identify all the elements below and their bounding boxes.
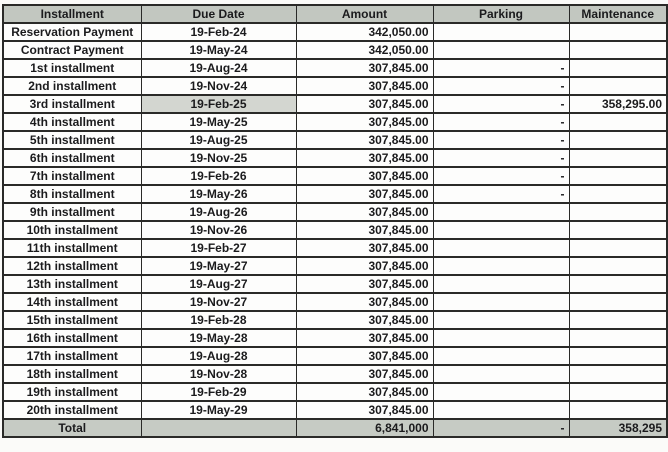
- due-date-cell: 19-Nov-27: [141, 293, 296, 311]
- table-row: [3, 293, 667, 311]
- maintenance-cell: [569, 239, 667, 257]
- installment-cell: 19th installment: [3, 383, 141, 401]
- amount-cell: 307,845.00: [296, 59, 433, 77]
- amount-cell: 307,845.00: [296, 167, 433, 185]
- parking-cell: [433, 311, 569, 329]
- table-row: [3, 41, 667, 59]
- amount-cell: 307,845.00: [296, 311, 433, 329]
- amount-cell: 307,845.00: [296, 77, 433, 95]
- due-date-cell: 19-Nov-28: [141, 365, 296, 383]
- maintenance-cell: [569, 23, 667, 41]
- amount-cell: 307,845.00: [296, 131, 433, 149]
- maintenance-cell: [569, 257, 667, 275]
- due-date-cell: 19-Nov-25: [141, 149, 296, 167]
- table-row: [3, 365, 667, 383]
- parking-cell: -: [433, 149, 569, 167]
- amount-cell: 307,845.00: [296, 257, 433, 275]
- installment-cell: Contract Payment: [3, 41, 141, 59]
- due-date-cell: 19-Feb-24: [141, 23, 296, 41]
- maintenance-cell: [569, 383, 667, 401]
- table-row: [3, 95, 667, 113]
- maintenance-cell: [569, 347, 667, 365]
- due-date-cell: 19-May-25: [141, 113, 296, 131]
- amount-cell: 307,845.00: [296, 383, 433, 401]
- installment-cell: 11th installment: [3, 239, 141, 257]
- total-row: [3, 419, 667, 437]
- installment-cell: 15th installment: [3, 311, 141, 329]
- amount-cell: 307,845.00: [296, 149, 433, 167]
- due-date-cell: 19-Feb-25: [141, 95, 296, 113]
- table-row: [3, 167, 667, 185]
- maintenance-cell: [569, 329, 667, 347]
- maintenance-cell: [569, 167, 667, 185]
- parking-cell: [433, 329, 569, 347]
- amount-cell: 342,050.00: [296, 41, 433, 59]
- due-date-cell: 19-May-27: [141, 257, 296, 275]
- total-parking-cell: -: [433, 419, 569, 437]
- amount-cell: 307,845.00: [296, 347, 433, 365]
- parking-cell: -: [433, 77, 569, 95]
- table-row: [3, 59, 667, 77]
- installment-cell: 20th installment: [3, 401, 141, 419]
- maintenance-cell: [569, 365, 667, 383]
- maintenance-cell: [569, 275, 667, 293]
- parking-cell: [433, 239, 569, 257]
- due-date-cell: 19-Aug-26: [141, 203, 296, 221]
- parking-cell: [433, 365, 569, 383]
- due-date-cell: 19-May-29: [141, 401, 296, 419]
- total-label-cell: Total: [3, 419, 141, 437]
- installment-cell: 6th installment: [3, 149, 141, 167]
- amount-cell: 307,845.00: [296, 365, 433, 383]
- amount-cell: 307,845.00: [296, 401, 433, 419]
- installment-cell: 4th installment: [3, 113, 141, 131]
- total-maintenance-cell: 358,295: [569, 419, 667, 437]
- parking-cell: [433, 293, 569, 311]
- due-date-cell: 19-Feb-27: [141, 239, 296, 257]
- table-row: [3, 347, 667, 365]
- amount-cell: 307,845.00: [296, 95, 433, 113]
- table-row: [3, 257, 667, 275]
- parking-cell: [433, 383, 569, 401]
- due-date-cell: 19-Aug-28: [141, 347, 296, 365]
- table-row: [3, 77, 667, 95]
- table-row: [3, 113, 667, 131]
- table-row: [3, 203, 667, 221]
- due-date-cell: 19-Nov-26: [141, 221, 296, 239]
- table-row: [3, 149, 667, 167]
- installment-cell: 10th installment: [3, 221, 141, 239]
- amount-cell: 307,845.00: [296, 275, 433, 293]
- parking-cell: -: [433, 131, 569, 149]
- table-row: [3, 239, 667, 257]
- amount-cell: 307,845.00: [296, 239, 433, 257]
- due-date-cell: 19-May-24: [141, 41, 296, 59]
- parking-cell: [433, 41, 569, 59]
- parking-cell: [433, 347, 569, 365]
- installment-cell: 1st installment: [3, 59, 141, 77]
- installment-cell: 18th installment: [3, 365, 141, 383]
- due-date-cell: 19-Aug-27: [141, 275, 296, 293]
- maintenance-cell: [569, 185, 667, 203]
- header-parking: Parking: [433, 5, 569, 23]
- maintenance-cell: [569, 311, 667, 329]
- maintenance-cell: 358,295.00: [569, 95, 667, 113]
- due-date-cell: 19-Aug-24: [141, 59, 296, 77]
- parking-cell: [433, 401, 569, 419]
- maintenance-cell: [569, 113, 667, 131]
- parking-cell: [433, 23, 569, 41]
- parking-cell: -: [433, 185, 569, 203]
- table-row: [3, 221, 667, 239]
- table-row: [3, 131, 667, 149]
- parking-cell: [433, 203, 569, 221]
- table-row: [3, 401, 667, 419]
- installment-cell: 12th installment: [3, 257, 141, 275]
- maintenance-cell: [569, 149, 667, 167]
- header-maintenance: Maintenance: [569, 5, 667, 23]
- parking-cell: [433, 275, 569, 293]
- amount-cell: 307,845.00: [296, 221, 433, 239]
- due-date-cell: 19-Feb-28: [141, 311, 296, 329]
- header-due-date: Due Date: [141, 5, 296, 23]
- maintenance-cell: [569, 41, 667, 59]
- installment-cell: 9th installment: [3, 203, 141, 221]
- installment-cell: 13th installment: [3, 275, 141, 293]
- parking-cell: [433, 221, 569, 239]
- maintenance-cell: [569, 59, 667, 77]
- header-installment: Installment: [3, 5, 141, 23]
- due-date-cell: 19-May-28: [141, 329, 296, 347]
- amount-cell: 307,845.00: [296, 185, 433, 203]
- amount-cell: 307,845.00: [296, 329, 433, 347]
- installment-schedule-table: [2, 4, 668, 438]
- parking-cell: -: [433, 95, 569, 113]
- table-row: [3, 311, 667, 329]
- due-date-cell: 19-May-26: [141, 185, 296, 203]
- due-date-cell: 19-Aug-25: [141, 131, 296, 149]
- amount-cell: 307,845.00: [296, 203, 433, 221]
- table-row: [3, 383, 667, 401]
- table-row: [3, 275, 667, 293]
- due-date-cell: 19-Nov-24: [141, 77, 296, 95]
- maintenance-cell: [569, 131, 667, 149]
- installment-cell: 14th installment: [3, 293, 141, 311]
- installment-cell: 5th installment: [3, 131, 141, 149]
- parking-cell: -: [433, 167, 569, 185]
- table-row: [3, 185, 667, 203]
- installment-cell: 17th installment: [3, 347, 141, 365]
- maintenance-cell: [569, 203, 667, 221]
- maintenance-cell: [569, 401, 667, 419]
- amount-cell: 342,050.00: [296, 23, 433, 41]
- header-amount: Amount: [296, 5, 433, 23]
- total-due-date-cell: [141, 419, 296, 437]
- table-row: [3, 23, 667, 41]
- maintenance-cell: [569, 77, 667, 95]
- amount-cell: 307,845.00: [296, 113, 433, 131]
- installment-cell: 3rd installment: [3, 95, 141, 113]
- due-date-cell: 19-Feb-29: [141, 383, 296, 401]
- maintenance-cell: [569, 221, 667, 239]
- parking-cell: -: [433, 59, 569, 77]
- parking-cell: [433, 257, 569, 275]
- total-amount-cell: 6,841,000: [296, 419, 433, 437]
- table-body: [3, 23, 667, 419]
- table-row: [3, 329, 667, 347]
- maintenance-cell: [569, 293, 667, 311]
- installment-cell: 8th installment: [3, 185, 141, 203]
- installment-cell: 16th installment: [3, 329, 141, 347]
- installment-cell: 2nd installment: [3, 77, 141, 95]
- installment-cell: 7th installment: [3, 167, 141, 185]
- due-date-cell: 19-Feb-26: [141, 167, 296, 185]
- installment-cell: Reservation Payment: [3, 23, 141, 41]
- amount-cell: 307,845.00: [296, 293, 433, 311]
- parking-cell: -: [433, 113, 569, 131]
- header-row: [3, 5, 667, 23]
